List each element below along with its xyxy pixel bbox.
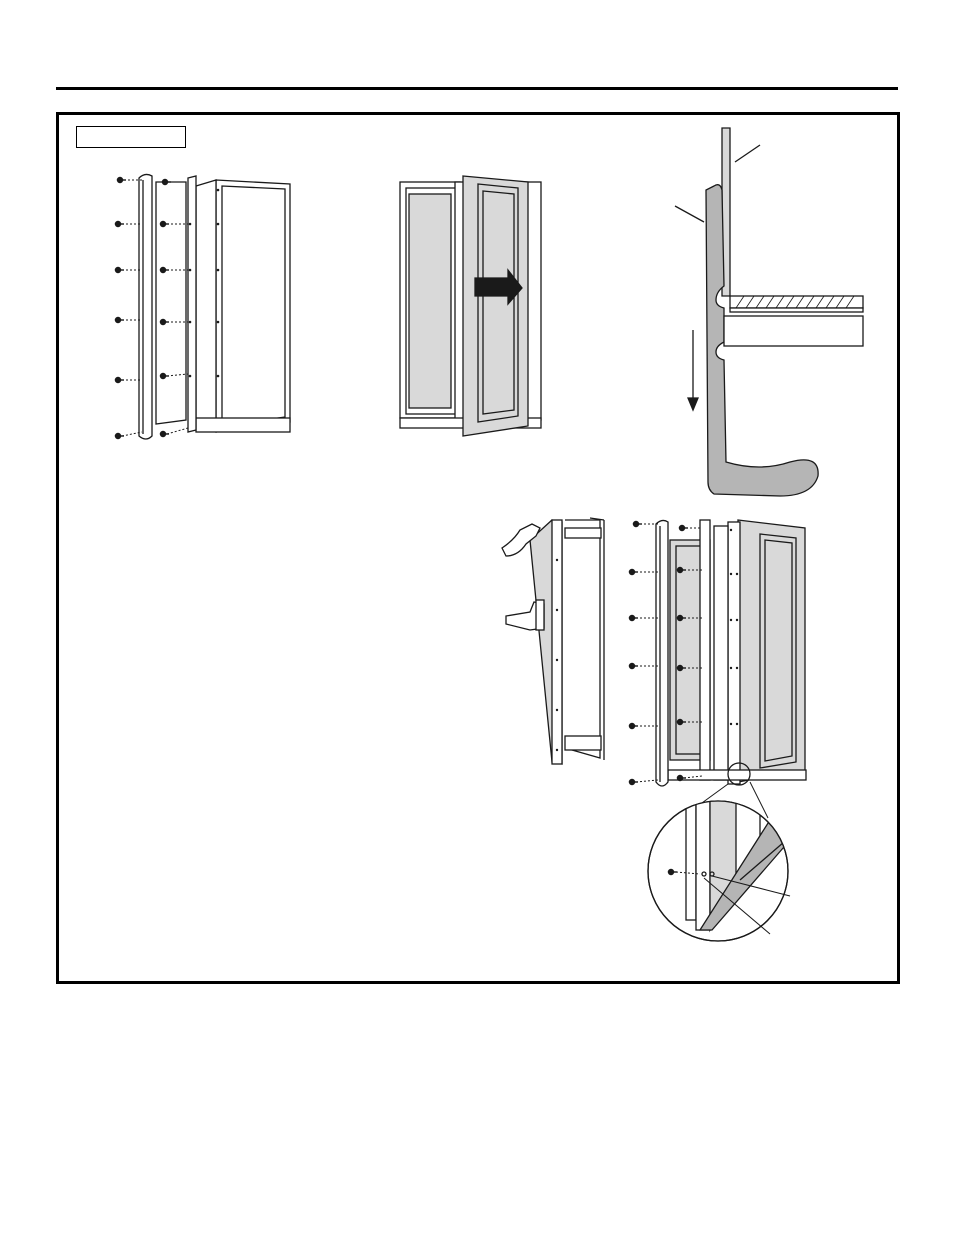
fig6-screw-detail-magnified [648,800,790,941]
fig3-down-arrow-icon [688,398,698,410]
fig3-trim-section-detail [675,128,863,496]
fig5-door-trim-assembly-with-panel [629,520,806,818]
fig4-panel-install-hand [502,518,604,764]
fig2-door-panel-slide-in [400,176,541,436]
fig1-door-trim-assembly [115,174,290,439]
fig1-screws-left [115,177,126,438]
fig5-screws-left [629,521,642,784]
